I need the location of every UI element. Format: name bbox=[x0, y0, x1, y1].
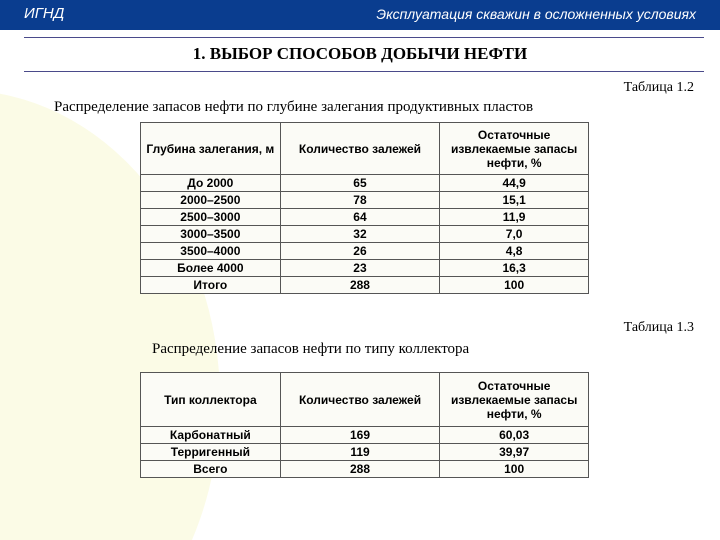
table-cell: 4,8 bbox=[440, 243, 589, 260]
table-cell: 100 bbox=[440, 277, 589, 294]
column-header: Остаточные извлекаемые запасы нефти, % bbox=[440, 123, 589, 175]
column-header: Тип коллектора bbox=[141, 373, 281, 427]
table-1-3-number: Таблица 1.3 bbox=[623, 320, 694, 335]
table-cell: 16,3 bbox=[440, 260, 589, 277]
header-bar bbox=[0, 0, 720, 30]
table-cell: 169 bbox=[280, 427, 440, 444]
table-cell: 78 bbox=[280, 192, 440, 209]
table-cell: Карбонатный bbox=[141, 427, 281, 444]
table-cell: 3500–4000 bbox=[141, 243, 281, 260]
table-cell: 288 bbox=[280, 461, 440, 478]
table-cell: Терригенный bbox=[141, 444, 281, 461]
table-cell: 2500–3000 bbox=[141, 209, 281, 226]
table-cell: 44,9 bbox=[440, 175, 589, 192]
table-cell: 26 bbox=[280, 243, 440, 260]
presentation-subtitle: Эксплуатация скважин в осложненных условиях bbox=[376, 6, 696, 22]
table-cell: 7,0 bbox=[440, 226, 589, 243]
title-divider bbox=[24, 71, 704, 72]
table-cell: Всего bbox=[141, 461, 281, 478]
depth-distribution-table bbox=[140, 122, 589, 294]
table-cell: 100 bbox=[440, 461, 589, 478]
table-cell: 39,97 bbox=[440, 444, 589, 461]
table-row bbox=[141, 260, 589, 277]
table-header-row bbox=[141, 123, 589, 175]
column-header: Количество залежей bbox=[280, 373, 440, 427]
top-divider bbox=[24, 37, 704, 38]
table-cell: До 2000 bbox=[141, 175, 281, 192]
table-cell: 2000–2500 bbox=[141, 192, 281, 209]
column-header: Глубина залегания, м bbox=[141, 123, 281, 175]
table-cell: 119 bbox=[280, 444, 440, 461]
table-header-row bbox=[141, 373, 589, 427]
table-1-2-caption: Распределение запасов нефти по глубине залегания продуктивных пластов bbox=[54, 99, 534, 115]
table-1-3-caption: Распределение запасов нефти по типу коллектора bbox=[152, 341, 470, 357]
table-row bbox=[141, 444, 589, 461]
table-cell: 64 bbox=[280, 209, 440, 226]
column-header: Количество залежей bbox=[280, 123, 440, 175]
table-cell: 32 bbox=[280, 226, 440, 243]
table-cell: Более 4000 bbox=[141, 260, 281, 277]
table-cell: Итого bbox=[141, 277, 281, 294]
table-cell: 23 bbox=[280, 260, 440, 277]
table-cell: 15,1 bbox=[440, 192, 589, 209]
section-title: 1. ВЫБОР СПОСОБОВ ДОБЫЧИ НЕФТИ bbox=[192, 44, 528, 63]
table-cell: 60,03 bbox=[440, 427, 589, 444]
reservoir-type-table bbox=[140, 372, 589, 478]
table-1-2-number: Таблица 1.2 bbox=[623, 80, 694, 95]
table-cell: 65 bbox=[280, 175, 440, 192]
table-row bbox=[141, 175, 589, 192]
table-total-row bbox=[141, 461, 589, 478]
column-header: Остаточные извлекаемые запасы нефти, % bbox=[440, 373, 589, 427]
org-label: ИГНД bbox=[24, 5, 65, 22]
table-row bbox=[141, 243, 589, 260]
table-cell: 3000–3500 bbox=[141, 226, 281, 243]
table-cell: 288 bbox=[280, 277, 440, 294]
table-row bbox=[141, 226, 589, 243]
table-row bbox=[141, 192, 589, 209]
table-cell: 11,9 bbox=[440, 209, 589, 226]
table-total-row bbox=[141, 277, 589, 294]
table-row bbox=[141, 427, 589, 444]
table-row bbox=[141, 209, 589, 226]
